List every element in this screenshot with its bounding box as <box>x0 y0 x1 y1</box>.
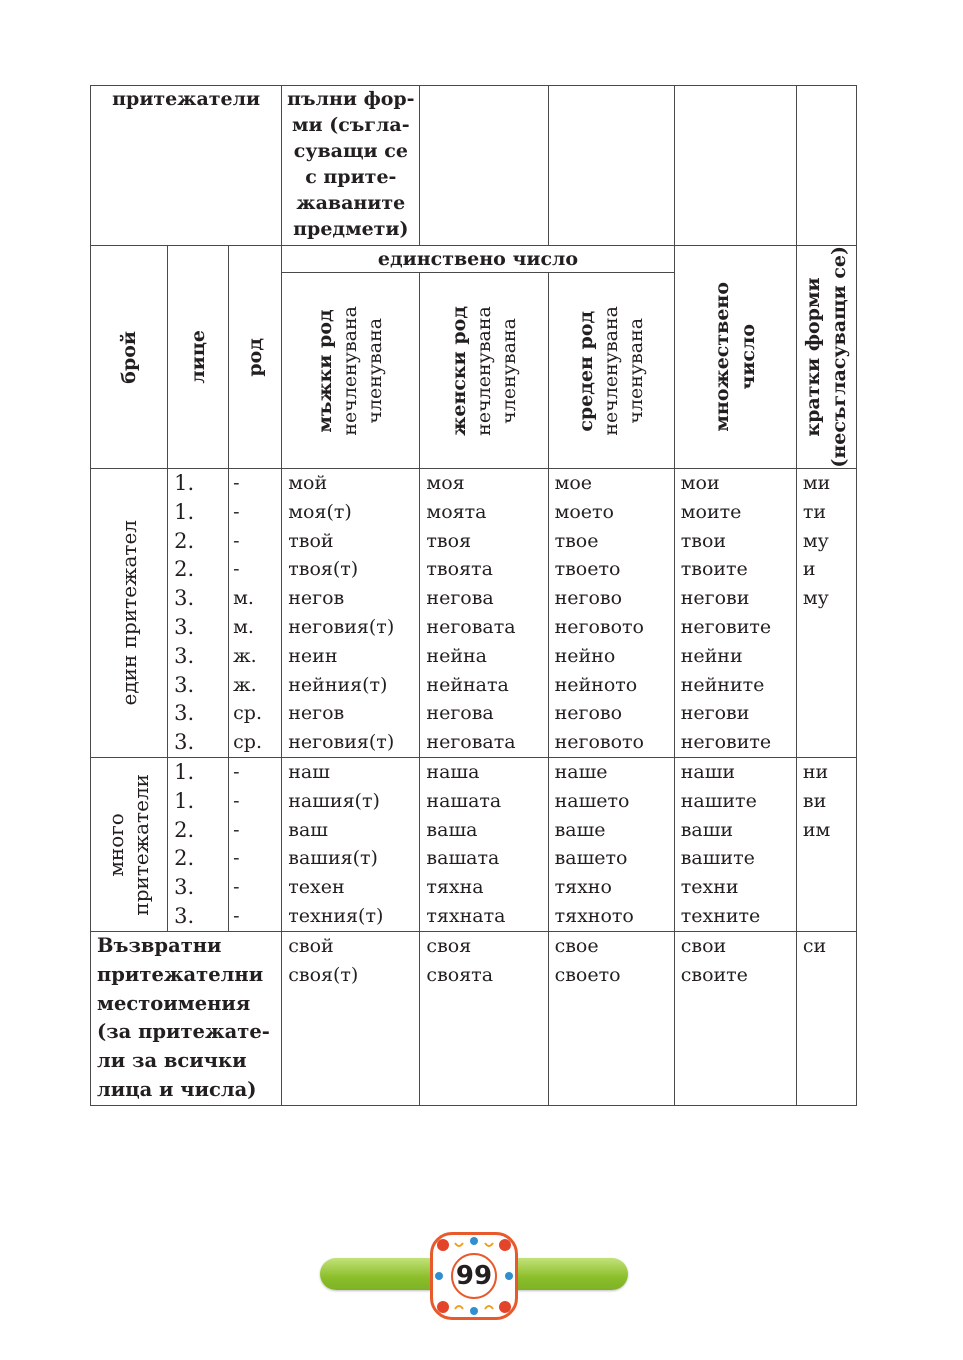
form-line: негова <box>426 702 494 725</box>
form-line: ни <box>802 761 829 783</box>
form-line: неговото <box>554 731 644 754</box>
header-short-cell <box>796 246 856 469</box>
person-list <box>168 758 228 931</box>
form-line: тяхното <box>554 904 634 927</box>
form-line: вашето <box>554 847 628 870</box>
many-possessors-label: много притежатели <box>104 773 154 916</box>
form-line: - <box>233 818 240 841</box>
form-line: 3. <box>174 643 195 668</box>
form-line: негови <box>680 702 750 725</box>
form-line: негово <box>554 587 623 610</box>
short-forms <box>797 932 856 961</box>
form-line: 1. <box>174 471 195 495</box>
header-person: лице <box>187 330 210 384</box>
form-line: моите <box>680 500 742 523</box>
form-line: твои <box>680 529 727 552</box>
form-line: наши <box>680 761 736 783</box>
form-line: вашите <box>680 847 755 870</box>
form-line: - <box>233 876 240 899</box>
form-line: тяхната <box>426 904 506 927</box>
form-line: неговия(т) <box>288 731 395 754</box>
empty-header-cell <box>796 86 856 246</box>
form-line: наша <box>426 761 480 783</box>
form-line: - <box>233 558 240 581</box>
form-line: 3. <box>174 672 195 697</box>
form-line: неговото <box>554 615 644 638</box>
form-line: - <box>233 500 240 523</box>
form-line: наше <box>554 761 608 783</box>
form-line: нейната <box>426 673 509 696</box>
masc-forms <box>282 758 419 931</box>
form-line: негов <box>288 702 345 725</box>
header-neut-unarticled: нечленувана <box>599 305 622 436</box>
fem-forms <box>420 469 547 757</box>
form-line: му <box>802 529 829 552</box>
header-masc-articled: членувана <box>364 317 387 424</box>
header-neut: среден род <box>574 310 597 431</box>
reflexive-masc <box>282 932 420 1106</box>
neut-forms <box>549 469 674 757</box>
form-line: нейното <box>554 673 638 696</box>
form-line: неговия(т) <box>288 615 395 638</box>
header-fem: женски род <box>447 305 470 436</box>
form-line: - <box>233 472 240 494</box>
header-singular: единствено число <box>282 246 674 273</box>
possessive-pronouns-table <box>90 85 857 1106</box>
reflexive-short <box>796 932 856 1106</box>
form-line: ср. <box>233 731 262 754</box>
form-line: им <box>802 818 831 841</box>
header-count-cell <box>91 246 168 469</box>
form-line: 3. <box>174 586 195 611</box>
header-masc: мъжки род <box>314 308 337 433</box>
empty-header-cell <box>674 86 796 246</box>
header-masc-cell <box>282 273 420 469</box>
form-line: своето <box>554 963 621 986</box>
form-line: 2. <box>174 846 195 871</box>
many-masc <box>282 758 420 932</box>
page-footer <box>320 1232 630 1322</box>
many-genders <box>229 758 282 932</box>
header-neut-articled: членувана <box>624 317 647 424</box>
form-line: наш <box>288 761 330 783</box>
gender-list <box>229 758 281 931</box>
page-number-badge <box>430 1232 518 1320</box>
header-full-forms: пълни фор- ми (съгла- суващи се с прите- жаваните предмети) <box>282 86 420 246</box>
form-line: негово <box>554 702 623 725</box>
form-line: моя(т) <box>288 500 352 523</box>
form-line: 1. <box>174 760 195 784</box>
form-line: ж. <box>233 673 257 696</box>
form-line: 3. <box>174 730 195 755</box>
neut-forms <box>549 932 674 990</box>
form-line: своя(т) <box>288 963 359 986</box>
form-line: 3. <box>174 701 195 726</box>
form-line: моето <box>554 500 614 523</box>
form-line: 2. <box>174 528 195 553</box>
form-line: ваши <box>680 818 734 841</box>
form-line: ви <box>802 789 827 812</box>
fem-forms <box>420 932 547 990</box>
one-plural <box>674 469 796 758</box>
form-line: ти <box>802 500 827 523</box>
reflexive-label: Възвратни притежателни местоимения (за притежате- ли за всички лица и числа) <box>97 934 270 1101</box>
form-line: техни <box>680 876 739 899</box>
form-line: ср. <box>233 702 262 725</box>
short-forms <box>797 469 856 613</box>
form-line: ми <box>802 472 831 494</box>
form-line: негов <box>288 587 345 610</box>
empty-header-cell <box>420 86 548 246</box>
form-line: - <box>233 529 240 552</box>
reflexive-label-cell <box>91 932 282 1106</box>
header-short-forms: кратки форми (несъгласуващи се) <box>802 246 851 468</box>
person-list <box>168 469 228 757</box>
form-line: моята <box>426 500 487 523</box>
form-line: негови <box>680 587 750 610</box>
form-line: техните <box>680 904 761 927</box>
form-line: тяхно <box>554 876 612 899</box>
header-fem-articled: членувана <box>497 317 520 424</box>
form-line: мой <box>288 472 328 494</box>
form-line: техен <box>288 876 345 899</box>
form-line: свое <box>554 935 599 957</box>
masc-forms <box>282 932 419 990</box>
form-line: твоето <box>554 558 621 581</box>
form-line: 1. <box>174 499 195 524</box>
form-line: - <box>233 789 240 812</box>
one-genders <box>229 469 282 758</box>
form-line: - <box>233 761 240 783</box>
form-line: твоя(т) <box>288 558 359 581</box>
form-line: ваше <box>554 818 606 841</box>
form-line: м. <box>233 615 254 638</box>
form-line: нейно <box>554 644 616 667</box>
form-line: м. <box>233 587 254 610</box>
form-line: нейни <box>680 644 743 667</box>
header-neut-cell <box>548 273 674 469</box>
form-line: ваша <box>426 818 478 841</box>
form-line: твоя <box>426 529 472 552</box>
header-person-cell <box>168 246 229 469</box>
masc-forms <box>282 469 419 757</box>
one-possessor-label: един притежател <box>117 520 142 706</box>
form-line: моя <box>426 472 465 494</box>
form-line: неговите <box>680 615 772 638</box>
header-masc-unarticled: нечленувана <box>339 305 362 436</box>
many-short <box>796 758 856 932</box>
form-line: нейния(т) <box>288 673 388 696</box>
form-line: нашата <box>426 789 502 812</box>
form-line: своята <box>426 963 494 986</box>
short-forms <box>797 758 856 844</box>
form-line: нашето <box>554 789 630 812</box>
form-line: и <box>802 558 816 581</box>
plural-forms <box>675 469 796 757</box>
header-gender: род <box>244 337 267 377</box>
neut-forms <box>549 758 674 931</box>
header-plural: множествено число <box>711 282 760 432</box>
form-line: 3. <box>174 903 195 928</box>
header-fem-cell <box>420 273 548 469</box>
one-short <box>796 469 856 758</box>
form-line: неговите <box>680 731 772 754</box>
gender-list <box>229 469 281 757</box>
header-plural-cell <box>674 246 796 469</box>
form-line: мои <box>680 472 720 494</box>
one-masc <box>282 469 420 758</box>
form-line: неин <box>288 644 338 667</box>
reflexive-neut <box>548 932 674 1106</box>
reflexive-plural <box>674 932 796 1106</box>
form-line: си <box>802 935 827 957</box>
one-possessor-cell <box>91 469 168 758</box>
form-line: своите <box>680 963 748 986</box>
form-line: мое <box>554 472 593 494</box>
many-persons <box>168 758 229 932</box>
form-line: техния(т) <box>288 904 384 927</box>
many-possessors-cell <box>91 758 168 932</box>
header-gender-cell <box>229 246 282 469</box>
many-fem <box>420 758 548 932</box>
form-line: нейните <box>680 673 765 696</box>
plural-forms <box>675 758 796 931</box>
form-line: - <box>233 904 240 927</box>
header-fem-unarticled: нечленувана <box>472 305 495 436</box>
form-line: свои <box>680 935 727 957</box>
form-line: ваш <box>288 818 328 841</box>
form-line: нашите <box>680 789 757 812</box>
form-line: - <box>233 847 240 870</box>
plural-forms <box>675 932 796 990</box>
form-line: 2. <box>174 817 195 842</box>
fem-forms <box>420 758 547 931</box>
form-line: неговата <box>426 615 516 638</box>
form-line: вашата <box>426 847 500 870</box>
form-line: твое <box>554 529 599 552</box>
many-neut <box>548 758 674 932</box>
many-plural <box>674 758 796 932</box>
form-line: неговата <box>426 731 516 754</box>
form-line: ж. <box>233 644 257 667</box>
form-line: 1. <box>174 788 195 813</box>
one-persons <box>168 469 229 758</box>
form-line: своя <box>426 935 472 957</box>
header-count: брой <box>118 330 141 384</box>
header-possessors: притежатели <box>91 86 282 246</box>
form-line: нашия(т) <box>288 789 380 812</box>
form-line: нейна <box>426 644 487 667</box>
one-fem <box>420 469 548 758</box>
page-number: 99 <box>455 1261 493 1291</box>
form-line: тяхна <box>426 876 484 899</box>
form-line: твоята <box>426 558 493 581</box>
one-neut <box>548 469 674 758</box>
form-line: 2. <box>174 557 195 582</box>
form-line: негова <box>426 587 494 610</box>
form-line: 3. <box>174 614 195 639</box>
form-line: твоите <box>680 558 748 581</box>
empty-header-cell <box>548 86 674 246</box>
reflexive-fem <box>420 932 548 1106</box>
form-line: 3. <box>174 875 195 900</box>
form-line: вашия(т) <box>288 847 378 870</box>
form-line: свой <box>288 935 334 957</box>
form-line: му <box>802 587 829 610</box>
form-line: твой <box>288 529 334 552</box>
